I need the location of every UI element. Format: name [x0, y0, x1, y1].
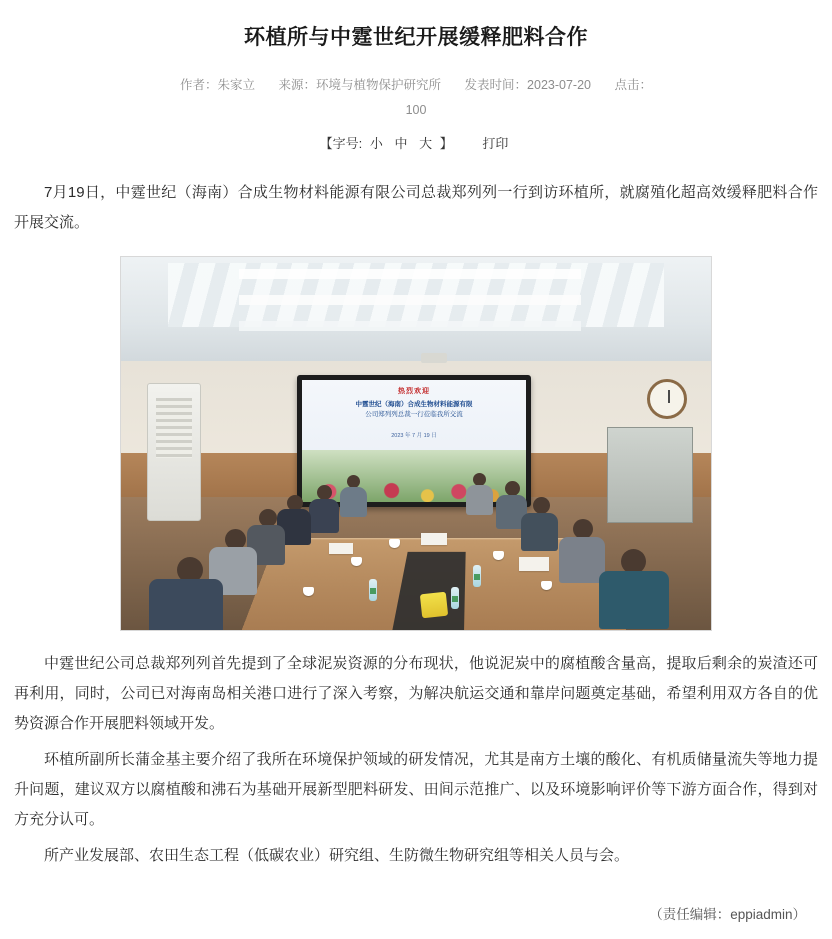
fontsize-bracket-close: 】 [439, 136, 453, 151]
screen-content [302, 380, 526, 502]
air-conditioner [147, 383, 201, 521]
meta-hits-label: 点击： [614, 78, 652, 92]
ceiling [121, 257, 711, 369]
article-tools [0, 132, 832, 156]
meta-author-label: 作者： [180, 78, 218, 92]
meta-source-value: 环境与植物保护研究所 [316, 78, 442, 92]
person-body [559, 537, 605, 583]
person-head [573, 519, 593, 539]
yellow-bag [420, 592, 448, 619]
person-body [466, 485, 493, 515]
tea-cup [389, 539, 400, 548]
paragraph-3: 环植所副所长蒲金基主要介绍了我所在环境保护领域的研发情况，尤其是南方土壤的酸化、有机质储量流失等地力提升问题，建议双方以腐植酸和沸石为基础开展新型肥料研发、田间示范推广、以及环境影响评价等下游方面合作，得到对方充分认可。 [14, 751, 818, 828]
projector [421, 353, 447, 363]
editor-credit: （责任编辑：eppiadmin） [649, 907, 806, 922]
tea-cup [541, 581, 552, 590]
meeting-photo [120, 256, 712, 631]
tea-cup [303, 587, 314, 596]
paragraph-4: 所产业发展部、农田生态工程（低碳农业）研究组、生防微生物研究组等相关人员与会。 [44, 847, 630, 864]
tea-cup [351, 557, 362, 566]
person-head [533, 497, 550, 514]
print-button[interactable]: 打印 [482, 136, 509, 151]
person-body [521, 513, 558, 551]
person-head [317, 485, 332, 500]
article-meta [0, 72, 832, 98]
fontsize-large-button[interactable]: 大 [419, 136, 433, 151]
water-bottle [369, 579, 377, 601]
paragraph-1: 7月19日，中霆世纪（海南）合成生物材料能源有限公司总裁郑列列一行到访环植所，就腐殖化超高效缓释肥料合作开展交流。 [14, 184, 818, 231]
meta-hits [614, 78, 652, 92]
person-body [309, 499, 339, 533]
meta-author-value: 朱家立 [217, 78, 256, 92]
person-body [149, 579, 223, 631]
water-bottle [473, 565, 481, 587]
document-paper [421, 533, 447, 545]
screen-line-1: 中霆世纪（海南）合成生物材料能源有限 [355, 401, 473, 408]
meta-hits-value: 100 [405, 103, 427, 117]
meta-date-label: 发表时间： [464, 78, 528, 92]
meta-source-label: 来源： [278, 78, 317, 92]
page-title: 环植所与中霆世纪开展缓释肥料合作 [244, 26, 588, 49]
water-bottle [451, 587, 459, 609]
meta-author [180, 78, 259, 92]
person-body [340, 487, 367, 517]
document-paper [519, 557, 549, 571]
screen-line-2: 公司郑列列总裁一行莅临我所交流 [365, 411, 463, 418]
fontsize-label: 【字号: [319, 136, 363, 151]
presentation-screen [297, 375, 531, 507]
fontsize-small-button[interactable]: 小 [369, 136, 383, 151]
person-head [505, 481, 520, 496]
wall-clock-icon [647, 379, 687, 419]
fontsize-medium-button[interactable]: 中 [394, 136, 408, 151]
screen-banner: 热烈欢迎 [398, 388, 430, 395]
meta-source [279, 78, 445, 92]
tea-cup [493, 551, 504, 560]
meta-date [465, 78, 595, 92]
article-figure [14, 256, 818, 631]
paragraph-2: 中霆世纪公司总裁郑列列首先提到了全球泥炭资源的分布现状，他说泥炭中的腐植酸含量高，提取后剩余的炭渣还可再利用，同时，公司已对海南岛相关港口进行了深入考察，为解决航运交通和靠岸问题奠定基础，希望利用双方各自的优势资源合作开展肥料领域开发。 [14, 655, 818, 732]
screen-line-3: 2023 年 7 月 19 日 [391, 433, 437, 439]
side-cabinet [607, 427, 693, 523]
document-paper [329, 543, 353, 554]
article-body [0, 178, 832, 871]
person-body [599, 571, 669, 629]
meta-date-value: 2023-07-20 [527, 78, 591, 92]
